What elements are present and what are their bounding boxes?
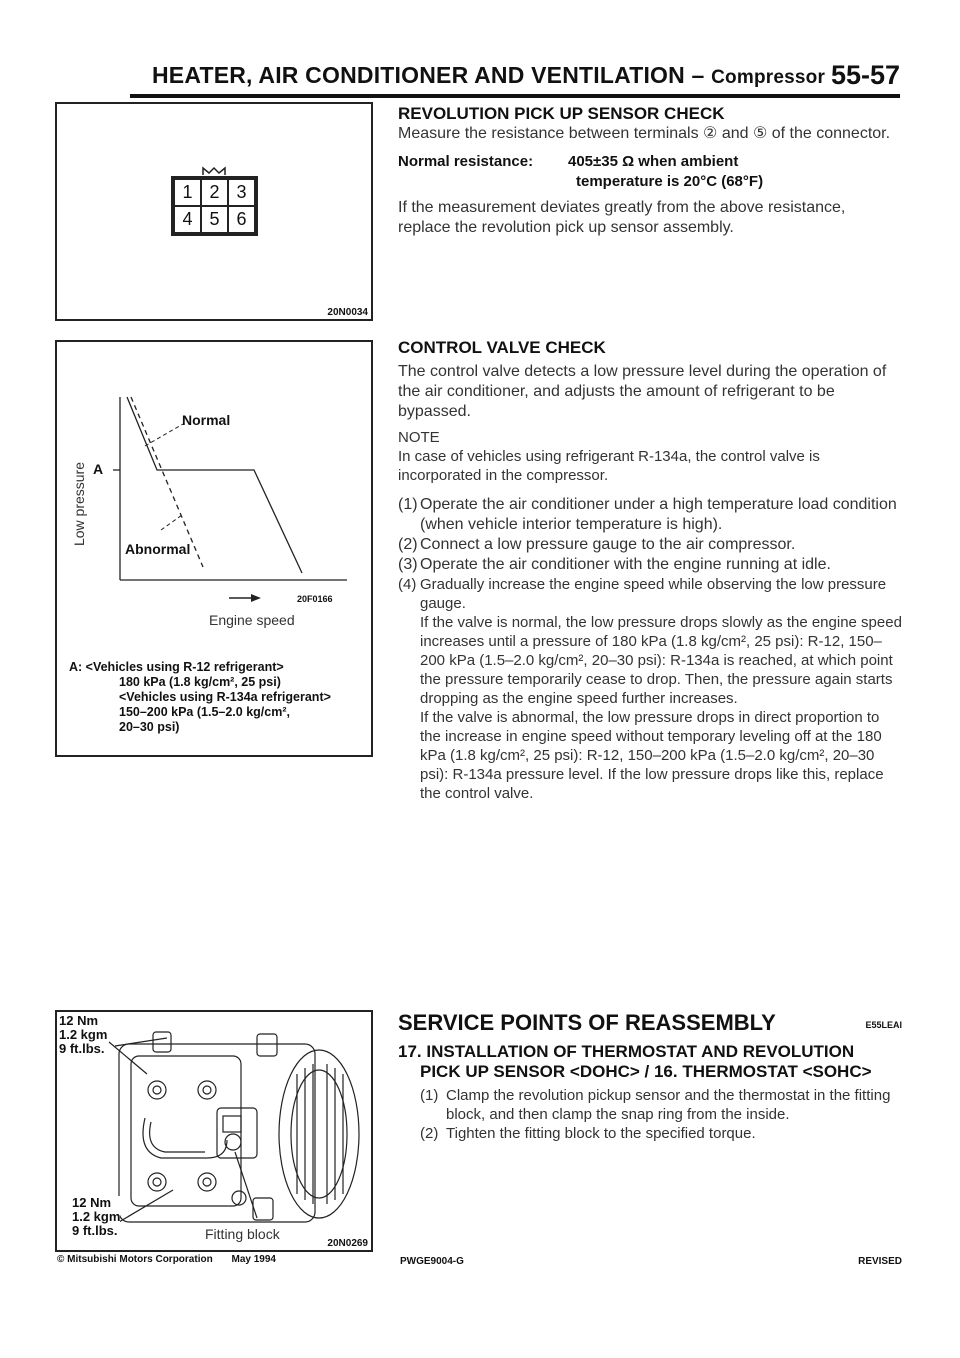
connector-pin: 4 (174, 206, 201, 233)
point-a-label: A (93, 461, 104, 477)
torque-spec-bottom (72, 1196, 120, 1238)
copyright-text: © Mitsubishi Motors Corporation (57, 1254, 213, 1265)
control-valve-section (398, 338, 902, 803)
torque-line: 9 ft.lbs. (59, 1041, 105, 1056)
figure-id: 20N0269 (327, 1238, 368, 1249)
graph-figure-id: 20F0166 (297, 594, 333, 604)
step-normal-text: If the valve is normal, the low pressure drops slowly as the engine speed increases until a pressure of 180 kPa (1.8 kg/cm², 25 psi): R-12, 150–200 kPa (1.5–2.0 kg/cm², 20–30 psi): R-134a is reached, at which point the pressure temporarily cease to drop. Then, the pressure again starts dropping as the engine speed further increases. (420, 614, 902, 707)
connector-pin: 6 (228, 206, 255, 233)
graph-note-line: 150–200 kPa (1.5–2.0 kg/cm², (119, 705, 290, 719)
torque-line: 1.2 kgm (72, 1209, 121, 1224)
list-item (420, 1086, 902, 1124)
torque-line: 9 ft.lbs. (72, 1223, 118, 1238)
list-item (398, 535, 902, 555)
graph-note-line: A: <Vehicles using R-12 refrigerant> (69, 660, 284, 674)
resistance-spec (398, 152, 902, 192)
section-title: SERVICE POINTS OF REASSEMBLY (398, 1010, 776, 1035)
subtitle: 17. INSTALLATION OF THERMOSTAT AND REVOLUTION (398, 1042, 855, 1061)
step-text: Tighten the fitting block to the specified torque. (446, 1125, 756, 1142)
graph-note-line: 20–30 psi) (119, 720, 180, 734)
x-axis-label: Engine speed (209, 612, 295, 628)
normal-label: Normal (182, 412, 231, 428)
spec-value: temperature is 20°C (68°F) (576, 173, 764, 190)
section-title: REVOLUTION PICK UP SENSOR CHECK (398, 104, 725, 123)
step-number: (2) (398, 536, 418, 553)
step-text: Gradually increase the engine speed while observing the low pressure gauge. (420, 576, 887, 612)
step-number: (3) (398, 556, 418, 573)
list-item (398, 495, 902, 535)
step-list (398, 1086, 902, 1143)
pressure-graph-figure (55, 340, 373, 757)
note-text: In case of vehicles using refrigerant R-134a, the control valve is incorporated in the compressor. (398, 448, 820, 484)
list-item (398, 575, 902, 803)
header-rule (130, 94, 900, 98)
x-arrow-head (251, 594, 261, 602)
step-number: (4) (398, 576, 417, 593)
connector-pin: 1 (174, 179, 201, 206)
step-text: Connect a low pressure gauge to the air compressor. (420, 536, 796, 553)
graph-note (69, 660, 331, 735)
step-text: Clamp the revolution pickup sensor and the thermostat in the fitting block, and then clamp the snap ring from the inside. (446, 1087, 891, 1123)
section-intro: Measure the resistance between terminals ② and ⑤ of the connector. (398, 125, 891, 142)
step-text: Operate the air conditioner under a high temperature load condition (when vehicle interior temperature is high). (420, 496, 897, 533)
list-item (420, 1124, 902, 1143)
reassembly-section (398, 1010, 902, 1143)
section-code: E55LEAI (865, 1020, 902, 1030)
compressor-figure (55, 1010, 373, 1252)
step-number: (2) (420, 1125, 439, 1142)
connector-figure (55, 102, 373, 321)
torque-line: 12 Nm (59, 1013, 99, 1028)
list-item (398, 555, 902, 575)
note-label: NOTE (398, 429, 440, 446)
footer-date: May 1994 (231, 1254, 276, 1265)
abnormal-leader (161, 515, 182, 530)
section-intro: The control valve detects a low pressure level during the operation of the air conditioner, and adjusts the amount of refrigerant to be bypassed. (398, 363, 887, 420)
graph-note-line: 180 kPa (1.8 kg/cm², 25 psi) (119, 675, 281, 689)
connector-pin: 5 (201, 206, 228, 233)
connector-pin: 3 (228, 179, 255, 206)
step-text: Operate the air conditioner with the engine running at idle. (420, 556, 831, 573)
spec-value: 405±35 Ω when ambient (568, 153, 739, 170)
fitting-block-label: Fitting block (205, 1226, 280, 1242)
figure-id: 20N0034 (327, 307, 368, 318)
page-header (130, 62, 900, 102)
abnormal-label: Abnormal (125, 541, 191, 557)
step-number: (1) (420, 1087, 439, 1104)
connector-pin: 2 (201, 179, 228, 206)
torque-line: 12 Nm (72, 1195, 112, 1210)
header-title (152, 62, 825, 89)
torque-line: 1.2 kgm (59, 1027, 108, 1042)
section-title: CONTROL VALVE CHECK (398, 338, 606, 357)
header-title-sub: Compressor (711, 67, 826, 88)
page-number: 55-57 (830, 60, 900, 90)
connector-tab-icon (201, 166, 227, 176)
torque-spec-top (59, 1014, 107, 1056)
step-number: (1) (398, 496, 418, 513)
footer-status: REVISED (858, 1256, 902, 1267)
connector-pin-grid (171, 176, 258, 236)
section-outro: If the measurement deviates greatly from the above resistance, replace the revolution pick up sensor assembly. (398, 199, 846, 236)
y-axis-label: Low pressure (71, 461, 87, 547)
footer-code: PWGE9004-G (400, 1256, 464, 1267)
spec-label: Normal resistance: (398, 153, 534, 170)
revolution-sensor-section (398, 104, 902, 238)
subtitle: PICK UP SENSOR <DOHC> / 16. THERMOSTAT <SOHC> (420, 1062, 872, 1081)
step-abnormal-text: If the valve is abnormal, the low pressure drops in direct proportion to the increase in engine speed without temporary leveling off at the 180 kPa (1.8 kg/cm², 25 psi): R-12, 150–200 kPa (1.5–2.0 kg/cm², 20–30 psi): R-134a pressure level. If the low pressure drops like this, replace the control valve. (420, 709, 884, 802)
step-list (398, 495, 902, 803)
header-title-main: HEATER, AIR CONDITIONER AND VENTILATION – (152, 62, 712, 88)
footer-copyright (57, 1254, 276, 1265)
graph-note-line: <Vehicles using R-134a refrigerant> (119, 690, 331, 704)
